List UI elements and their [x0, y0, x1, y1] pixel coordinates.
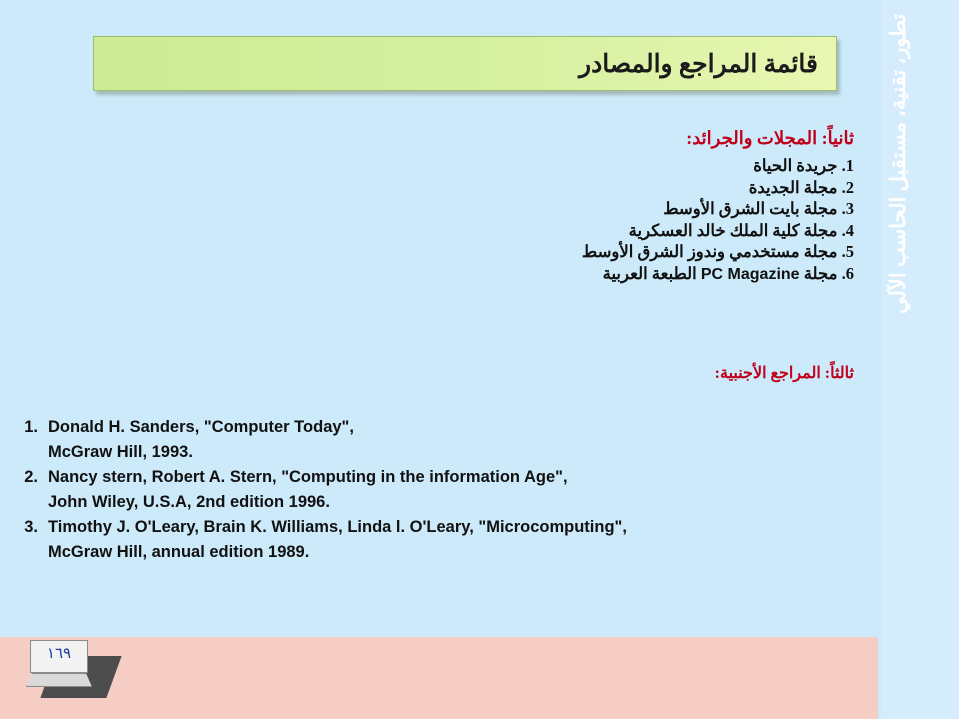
list-item-label: مجلة مستخدمي وندوز الشرق الأوسط — [581, 242, 838, 261]
page-title: قائمة المراجع والمصادر — [579, 51, 818, 78]
section-heading-journals: ثانياً: المجلات والجرائد: — [686, 128, 854, 148]
list-item-label-suffix: الطبعة العربية — [602, 263, 697, 283]
page-number-key-icon — [26, 634, 122, 704]
reference-line-2: McGraw Hill, annual edition 1989. — [48, 543, 310, 561]
list-item: 5. مجلة مستخدمي وندوز الشرق الأوسط — [581, 242, 854, 261]
list-item: 6. مجلة PC Magazine الطبعة العربية — [602, 263, 854, 283]
list-item-label: جريدة الحياة — [753, 156, 838, 175]
reference-line-1: Timothy J. O'Leary, Brain K. Williams, Linda l. O'Leary, "Microcomputing", — [48, 518, 627, 536]
list-item: 4. مجلة كلية الملك خالد العسكرية — [628, 220, 854, 240]
key-front-face — [26, 673, 92, 687]
section-heading-foreign-references: ثالثاً: المراجع الأجنبية: — [714, 365, 854, 382]
list-item-number: 1. — [24, 418, 38, 436]
foreign-references-list — [18, 415, 858, 565]
list-item-latin-title: PC Magazine — [700, 265, 800, 283]
list-item: 1. جريدة الحياة — [753, 156, 854, 175]
list-item-number: 2. — [24, 468, 38, 486]
journals-list — [154, 155, 854, 285]
vertical-side-title: تطور، تقنية، مستقبل الحاسب الآلي — [886, 14, 910, 315]
reference-line-2: John Wiley, U.S.A, 2nd edition 1996. — [48, 493, 330, 511]
list-item-number: 4 — [845, 220, 854, 240]
list-item-body — [48, 415, 858, 465]
list-item-number: 2 — [845, 177, 854, 197]
title-banner — [93, 36, 837, 91]
list-item: 2. مجلة الجديدة — [748, 177, 854, 197]
list-item-body — [48, 515, 858, 565]
bottom-decorative-strip — [0, 637, 878, 719]
list-item — [18, 415, 858, 465]
list-item-number: 1 — [845, 156, 854, 175]
list-item-number: 3 — [845, 199, 854, 218]
list-item-label: مجلة — [803, 263, 838, 283]
list-item-number: 5 — [845, 242, 854, 261]
list-item — [18, 465, 858, 515]
list-item-label: مجلة بايت الشرق الأوسط — [663, 199, 838, 218]
list-item — [18, 515, 858, 565]
list-item-number: 3. — [24, 518, 38, 536]
list-item-label: مجلة كلية الملك خالد العسكرية — [628, 220, 838, 240]
reference-line-1: Donald H. Sanders, "Computer Today", — [48, 418, 354, 436]
list-item-number: 6 — [845, 263, 854, 283]
list-item: 3. مجلة بايت الشرق الأوسط — [663, 199, 854, 218]
reference-line-2: McGraw Hill, 1993. — [48, 443, 193, 461]
list-item-body — [48, 465, 858, 515]
page-number: ١٦٩ — [46, 646, 72, 662]
list-item-label: مجلة الجديدة — [748, 177, 838, 197]
reference-line-1: Nancy stern, Robert A. Stern, "Computing in the information Age", — [48, 468, 568, 486]
